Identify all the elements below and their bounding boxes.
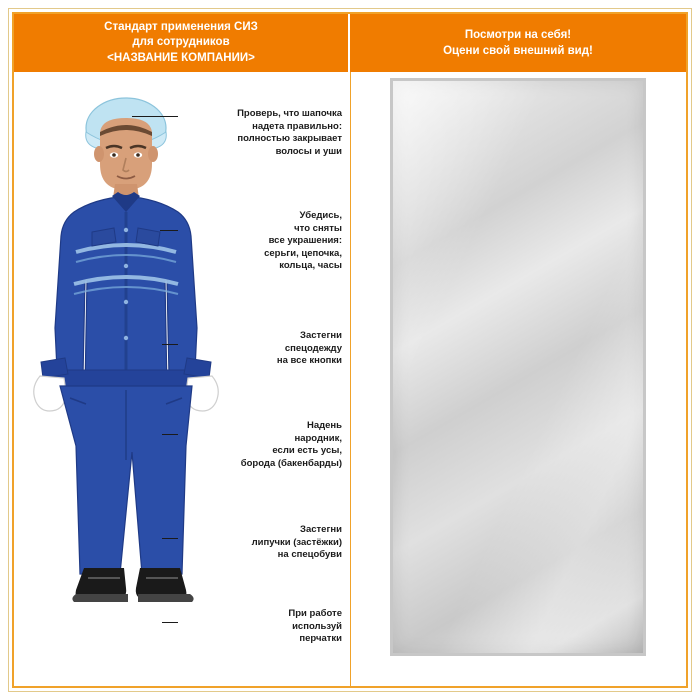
leader-line-buttons [162, 344, 178, 345]
callout-beard-cover [182, 420, 342, 470]
leader-line-beard [162, 434, 178, 435]
callout-cap-line-2: надета правильно: [252, 120, 342, 132]
leader-line-jewellery [160, 230, 178, 231]
mirror-surface [390, 78, 646, 656]
callout-cap-check [182, 108, 342, 158]
callout-cap-line-1: Проверь, что шапочка [237, 108, 342, 119]
callout-gloves-line-1: При работе [288, 608, 342, 619]
callout-beard-line-4: борода (бакенбарды) [240, 457, 342, 469]
callout-footwear-line-1: Застегни [300, 524, 342, 535]
callout-buttons-line-2: спецодежду [284, 342, 342, 354]
header-left-line-1: Стандарт применения СИЗ [104, 20, 258, 33]
leader-line-cap [132, 116, 178, 117]
instruction-panel [14, 72, 350, 686]
callout-jewellery-line-4: серьги, цепочка, [264, 247, 342, 259]
callout-fasten-footwear [182, 524, 342, 562]
header-right-line-2: Оцени свой внешний вид! [443, 45, 593, 57]
callout-beard-line-2: народник, [294, 432, 342, 444]
callout-jewellery-line-1: Убедись, [299, 210, 342, 221]
poster-content [14, 72, 686, 686]
leader-line-gloves [162, 622, 178, 623]
callout-jewellery-line-3: все украшения: [268, 235, 342, 247]
mirror-panel [350, 72, 686, 686]
header-left-line-2: для сотрудников [132, 36, 230, 49]
header-right-line-1: Посмотри на себя! [464, 29, 572, 42]
callout-footwear-line-3: на спецобуви [277, 549, 342, 561]
callout-beard-line-3: если есть усы, [272, 445, 342, 457]
callout-jewellery-line-5: кольца, часы [279, 260, 342, 272]
leader-line-footwear [162, 538, 178, 539]
callout-beard-line-1: Надень [306, 420, 342, 431]
poster-header [14, 14, 686, 72]
callout-gloves-line-3: перчатки [299, 633, 342, 645]
callout-buttons-line-1: Застегни [300, 330, 342, 341]
header-left-line-3: <НАЗВАНИЕ КОМПАНИИ> [107, 51, 255, 64]
callout-buttons-line-3: на все кнопки [276, 355, 342, 367]
callout-jewellery-removed [182, 210, 342, 273]
callout-jewellery-line-2: что сняты [294, 222, 342, 234]
worker-illustration [14, 80, 354, 670]
callout-cap-line-4: волосы и уши [275, 145, 342, 157]
callout-cap-line-3: полностью закрывает [237, 133, 342, 145]
callout-use-gloves [182, 608, 342, 646]
header-title-left [14, 14, 350, 72]
callout-fasten-buttons [182, 330, 342, 368]
header-title-right [350, 14, 686, 72]
callout-footwear-line-2: липучки (застёжки) [251, 536, 342, 548]
callout-gloves-line-2: используй [292, 620, 342, 632]
